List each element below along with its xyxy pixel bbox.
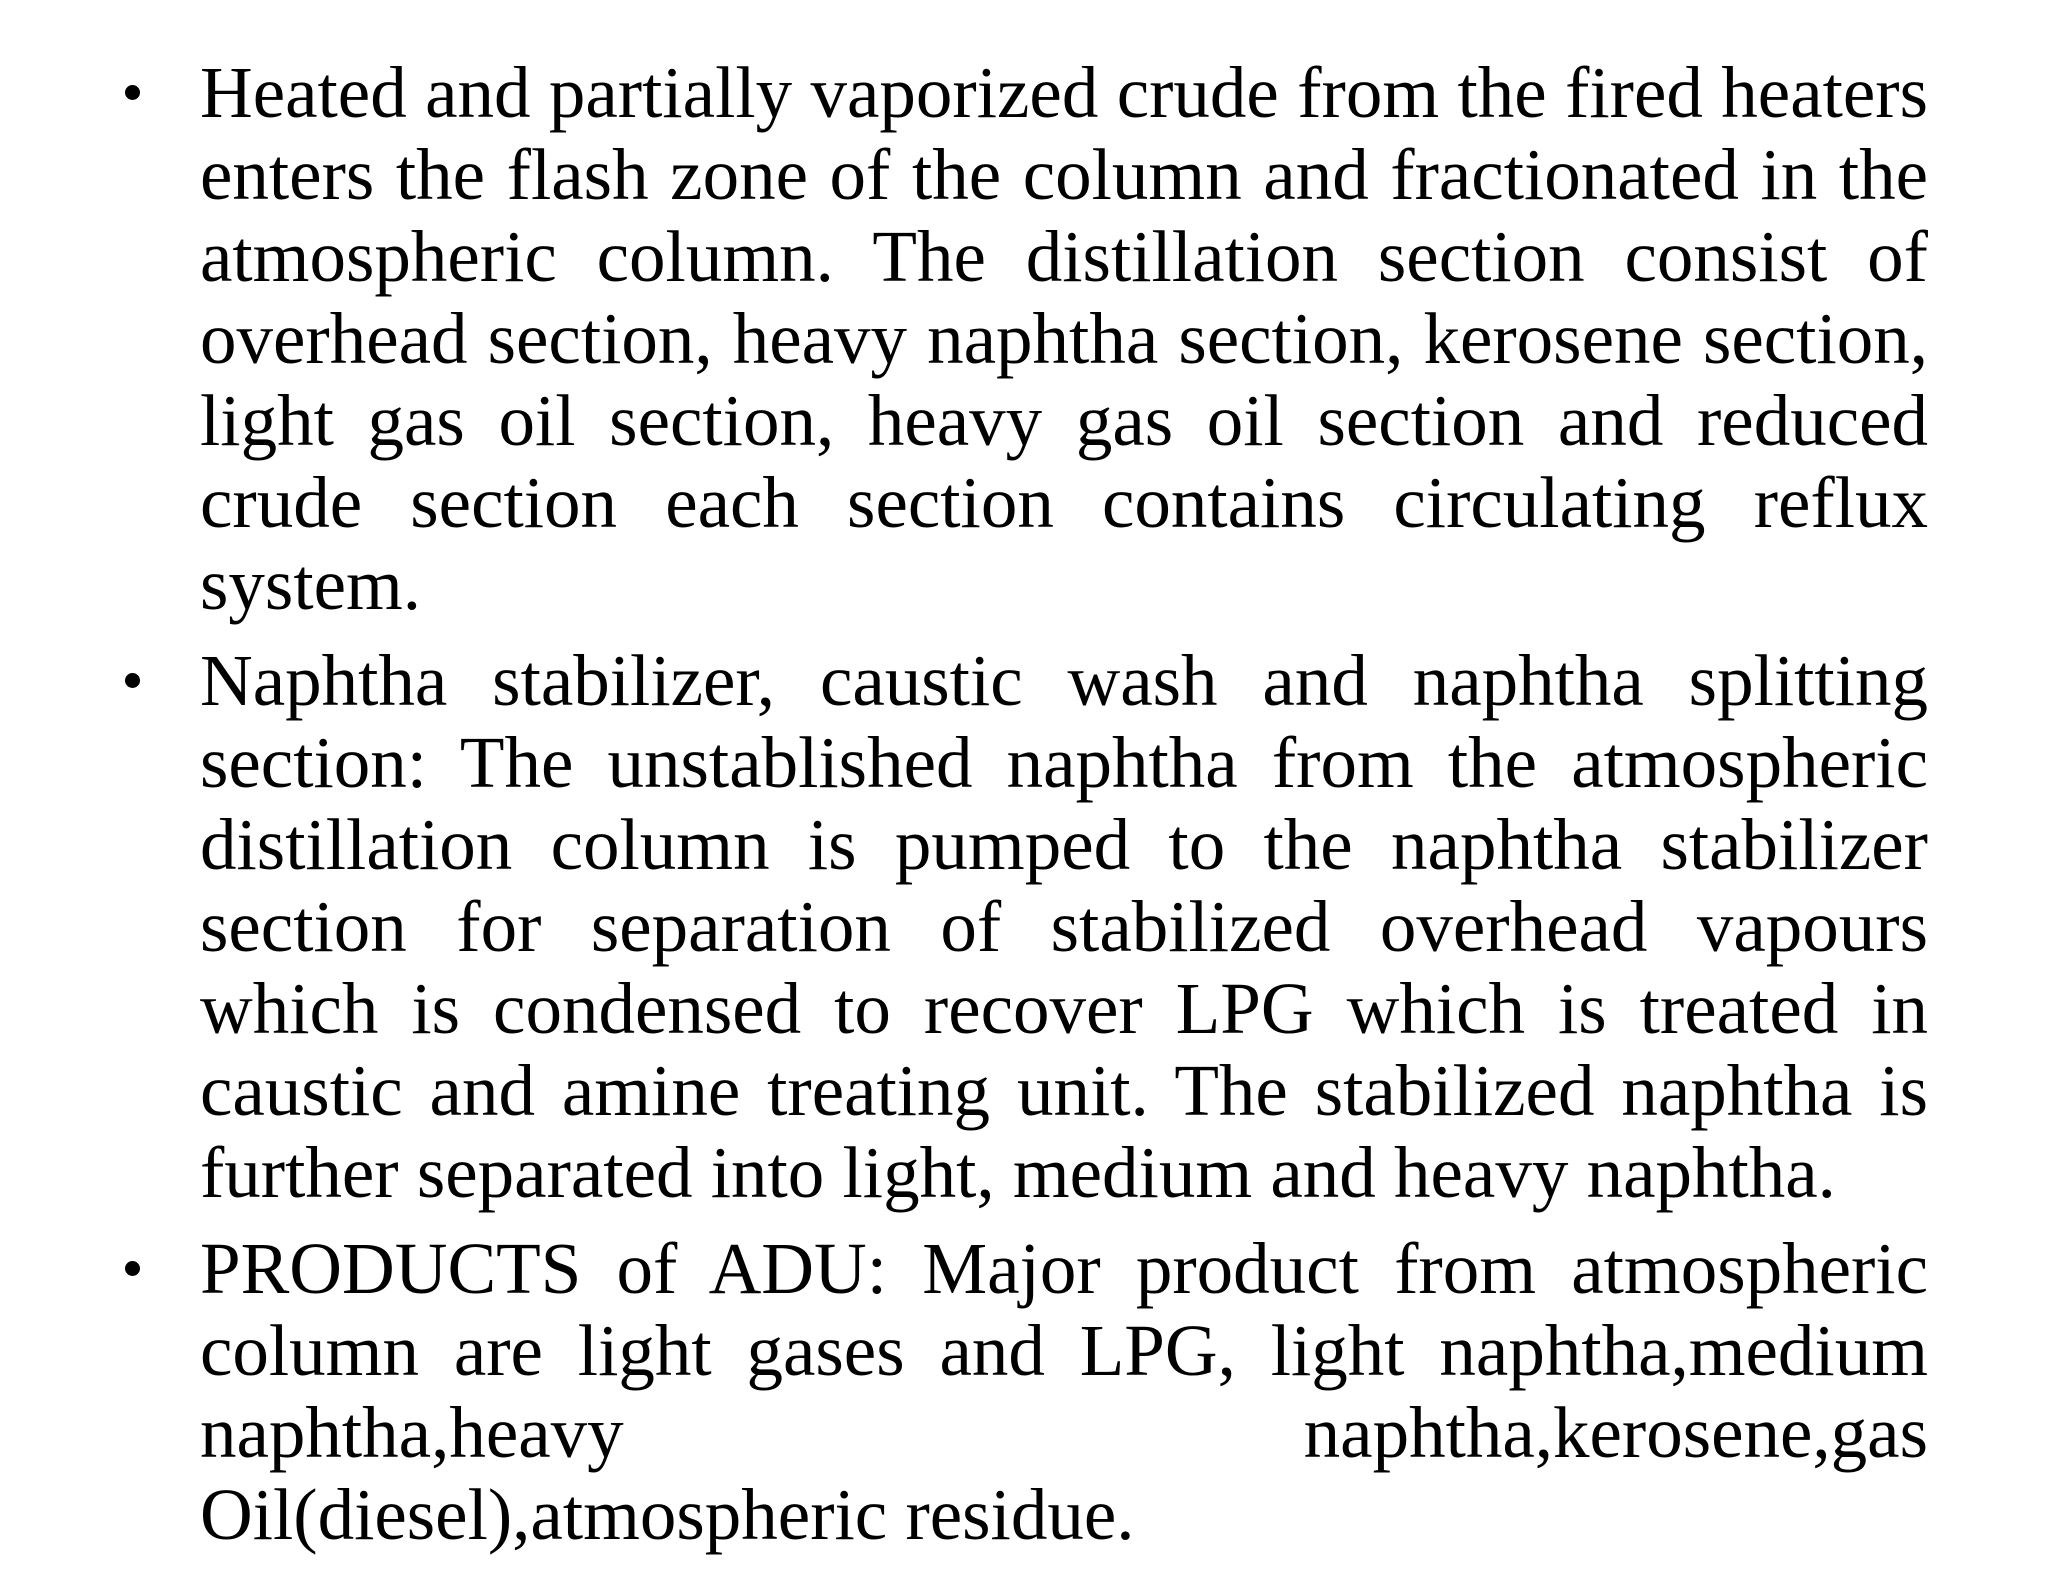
bullet-point-icon [125,85,140,100]
bullet-item-products-of-adu [200,1228,1928,1556]
bullet-text: Heated and partially vaporized crude from the fired heaters enters the flash zone of the column and fractionated in the atmospheric column. The distillation section consist of overhead section, heavy naphtha section, kerosene section, light gas oil section, heavy gas oil section and reduced crude section each section contains circulating reflux system. [200,52,1928,625]
bullet-point-icon [125,673,140,688]
bullet-point-icon [125,1261,140,1276]
bullet-item-naphtha-stabilizer [200,640,1928,1214]
bullet-item-heated-crude [200,52,1928,626]
bullet-text: PRODUCTS of ADU: Major product from atmospheric column are light gases and LPG, light naphtha,medium naphtha,heavy naphtha,kerosene,gas Oil(diesel),atmospheric residue. [200,1228,1928,1555]
bullet-text: Naphtha stabilizer, caustic wash and naphtha splitting section: The unstablished naphtha from the atmospheric distillation column is pumped to the naphtha stabilizer section for separation of stabilized overhead vapours which is condensed to recover LPG which is treated in caustic and amine treating unit. The stabilized naphtha is further separated into light, medium and heavy naphtha. [200,640,1928,1213]
bullet-list [200,52,1928,1570]
